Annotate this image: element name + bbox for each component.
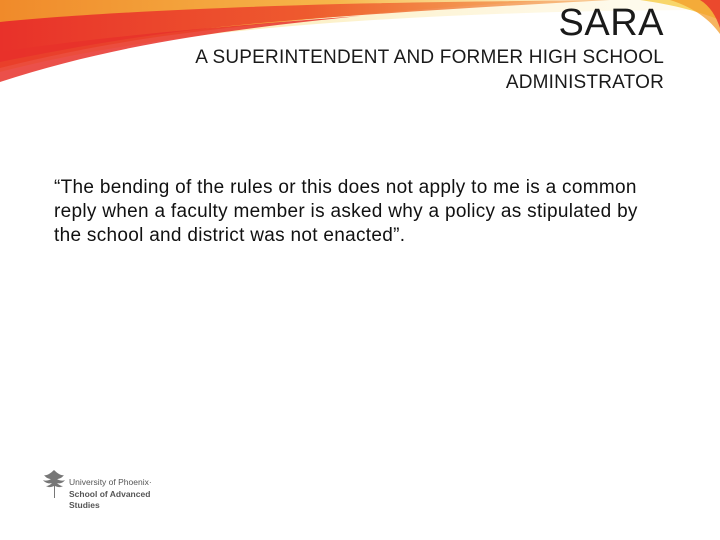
phoenix-bird-icon: [42, 468, 66, 500]
logo-line-studies: Studies: [69, 500, 100, 510]
university-logo: [42, 468, 172, 514]
logo-line-school: School of Advanced: [69, 489, 151, 499]
slide-title: SARA: [558, 2, 664, 44]
slide-body-quote: “The bending of the rules or this does not apply to me is a common reply when a faculty member is asked why a policy as stipulated by the school and district was not enacted”.: [54, 177, 638, 246]
logo-line-university: University of Phoenix·: [69, 477, 152, 487]
slide-subtitle: A SUPERINTENDENT AND FORMER HIGH SCHOOL ADMINISTRATOR: [195, 47, 664, 93]
